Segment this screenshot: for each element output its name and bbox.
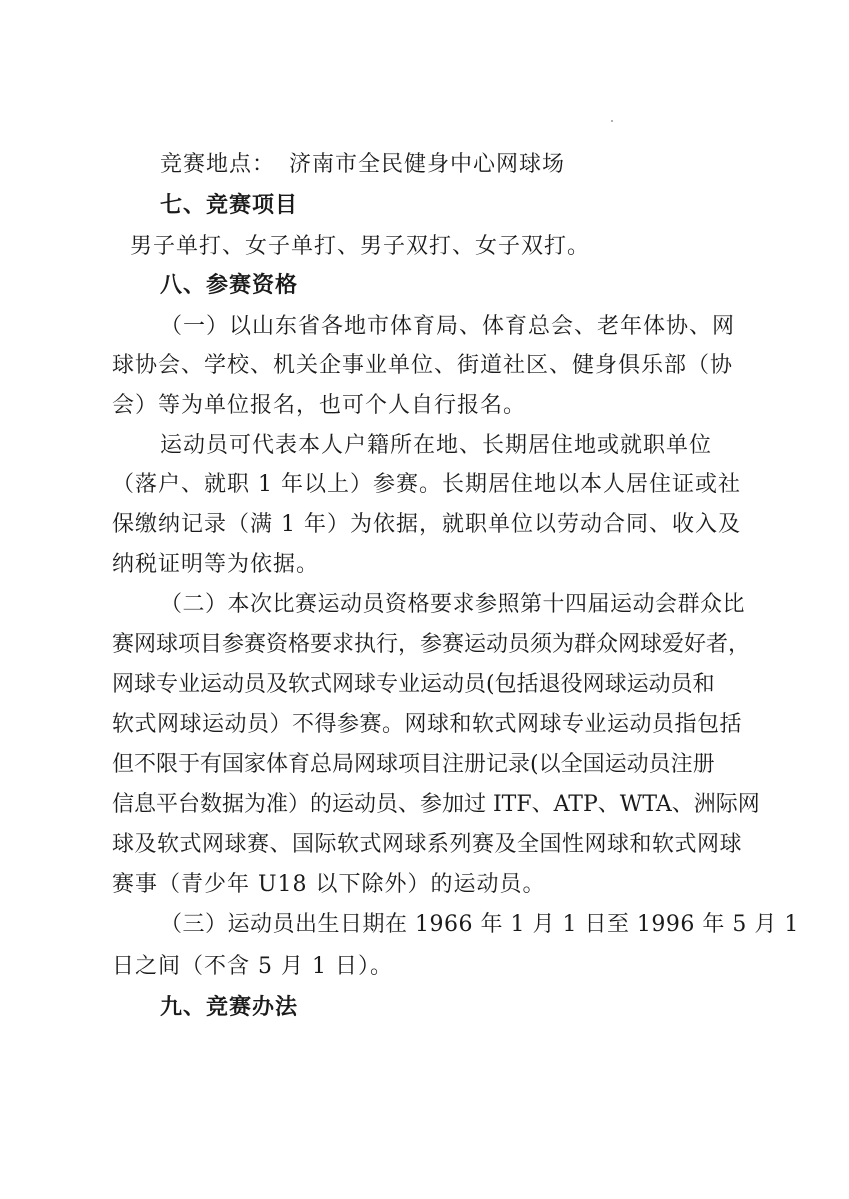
para-1-line-2: 球协会、学校、机关企事业单位、街道社区、健身俱乐部（协: [112, 353, 734, 378]
para-1-line-1: （一）以山东省各地市体育局、体育总会、老年体协、网: [160, 314, 736, 339]
para-2-line-2: （落户、就职 1 年以上）参赛。长期居住地以本人居住证或社: [112, 472, 741, 497]
para-3-line-6: 信息平台数据为准）的运动员、参加过 ITF、ATP、WTA、洲际网: [112, 792, 760, 817]
para-2-line-4: 纳税证明等为依据。: [112, 552, 320, 577]
para-3-line-2: 赛网球项目参赛资格要求执行，参赛运动员须为群众网球爱好者，: [112, 632, 751, 657]
para-3-line-3: 网球专业运动员及软式网球专业运动员(包括退役网球运动员和: [112, 672, 715, 697]
para-3-line-4: 软式网球运动员）不得参赛。网球和软式网球专业运动员指包括: [112, 712, 743, 737]
section-7-title: 七、竞赛项目: [160, 193, 299, 218]
para-2-line-1: 运动员可代表本人户籍所在地、长期居住地或就职单位: [160, 433, 713, 458]
venue-line: [160, 150, 565, 180]
section-9-title: 九、竞赛办法: [160, 995, 299, 1020]
section-8-title: 八、参赛资格: [160, 273, 299, 298]
venue-value: 济南市全民健身中心网球场: [289, 152, 566, 177]
venue-label: 竞赛地点：: [160, 152, 276, 177]
para-3-line-1: （二）本次比赛运动员资格要求参照第十四届运动会群众比: [160, 592, 746, 617]
para-3-line-5: 但不限于有国家体育总局网球项目注册记录(以全国运动员注册: [112, 752, 715, 777]
para-4-line-1: （三）运动员出生日期在 1966 年 1 月 1 日至 1996 年 5 月 1: [160, 912, 799, 937]
para-2-line-3: 保缴纳记录（满 1 年）为依据，就职单位以劳动合同、收入及: [112, 512, 741, 537]
para-4-line-2: 日之间（不含 5 月 1 日）。: [112, 954, 393, 979]
para-3-line-8: 赛事（青少年 U18 以下除外）的运动员。: [112, 872, 546, 897]
section-7-text: 男子单打、女子单打、男子双打、女子双打。: [130, 234, 591, 259]
para-1-line-3: 会）等为单位报名，也可个人自行报名。: [112, 393, 527, 418]
para-3-line-7: 球及软式网球赛、国际软式网球系列赛及全国性网球和软式网球: [112, 832, 743, 857]
scan-speck: [611, 120, 613, 122]
